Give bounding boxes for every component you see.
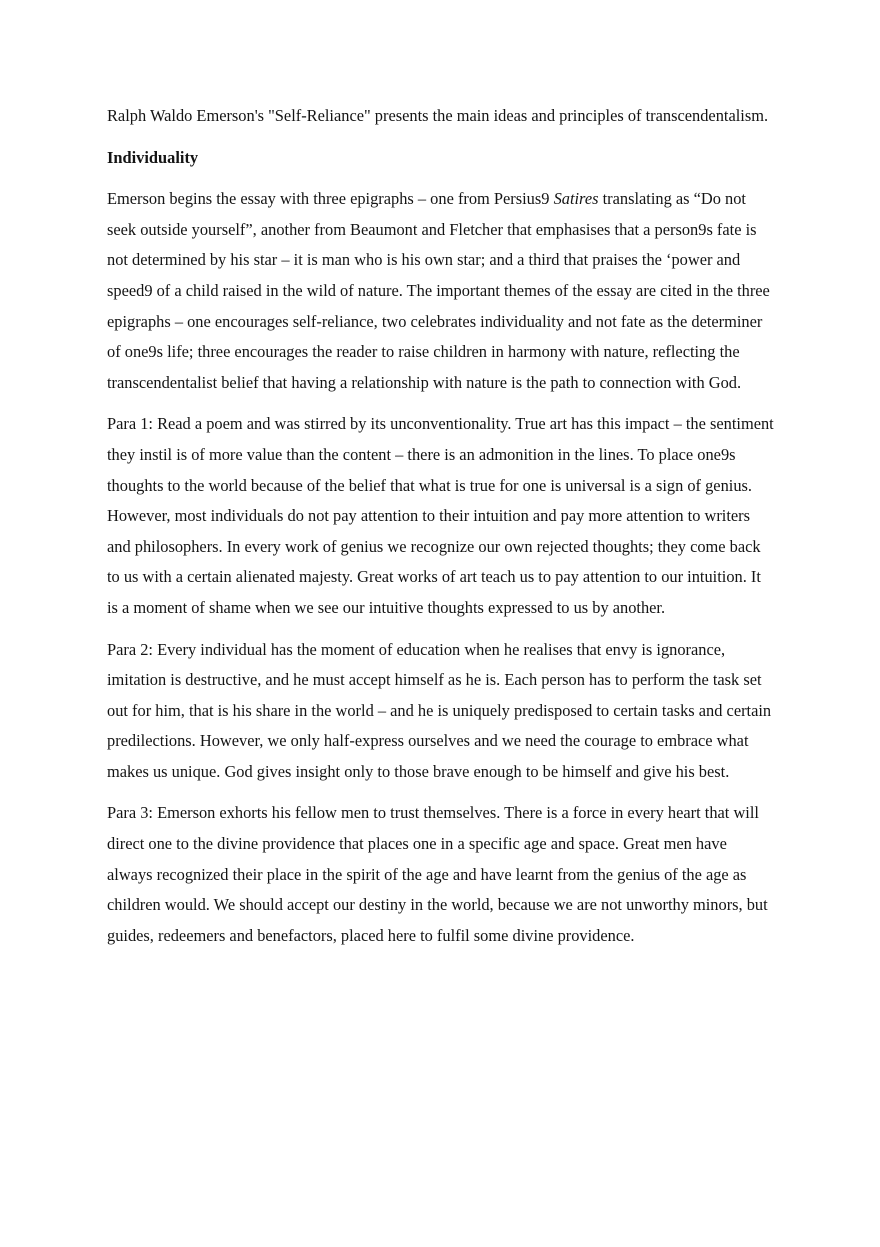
section-heading: Individuality <box>107 147 199 167</box>
para-1: Para 1: Read a poem and was stirred by its unconventionality. True art has this impact – the sentiment they instil is of more value than the content – there is an admonition in the lines. To place one9s thoughts to the world because of the belief that what is true for one is universal is a sign of genius. However, most individuals do not pay attention to their intuition and pay more attention to writers and philosophers. In every work of genius we recognize our own rejected thoughts; they come back to us with a certain alienated majesty. Great works of art teach us to pay attention to our intuition. It is a moment of shame when we see our intuitive thoughts expressed to us by another. <box>107 414 774 617</box>
para-2: Para 2: Every individual has the moment of education when he realises that envy is ignorance, imitation is destructive, and he must accept himself as he is. Each person has to perform the task set out for him, that is his share in the world – and he is uniquely predisposed to certain tasks and certain predilections. However, we only half-express ourselves and we need the courage to embrace what makes us unique. God gives insight only to those brave enough to be himself and give his best. <box>107 639 772 781</box>
para-3: Para 3: Emerson exhorts his fellow men to trust themselves. There is a force in every heart that will direct one to the divine providence that places one in a specific age and space. Great men have always recognized their place in the spirit of the age and have learnt from the genius of the age as children would. We should accept our destiny in the world, because we are not unworthy minors, but guides, redeemers and benefactors, placed here to fulfil some divine providence. <box>107 803 768 945</box>
satires-title: Satires <box>553 189 599 209</box>
epigraphs-text-end: translating as “Do not seek outside yourself”, another from Beaumont and Fletcher that emphasises that a person9s fate is not determined by his star – it is man who is his own star; and a third that praises the ‘power and speed9 of a child raised in the wild of nature. The important themes of the essay are cited in the three epigraphs – one encourages self-reliance, two celebrates individuality and not fate as the determiner of one9s life; three encourages the reader to raise children in harmony with nature, reflecting the transcendentalist belief that having a relationship with nature is the path to connection with God. <box>107 189 770 392</box>
intro-paragraph: Ralph Waldo Emerson's "Self-Reliance" presents the main ideas and principles of transcendentalism. <box>107 106 769 125</box>
epigraphs-paragraph <box>107 184 775 398</box>
epigraphs-text-start: Emerson begins the essay with three epigraphs – one from Persius9 <box>107 189 554 209</box>
document-page <box>107 101 775 962</box>
